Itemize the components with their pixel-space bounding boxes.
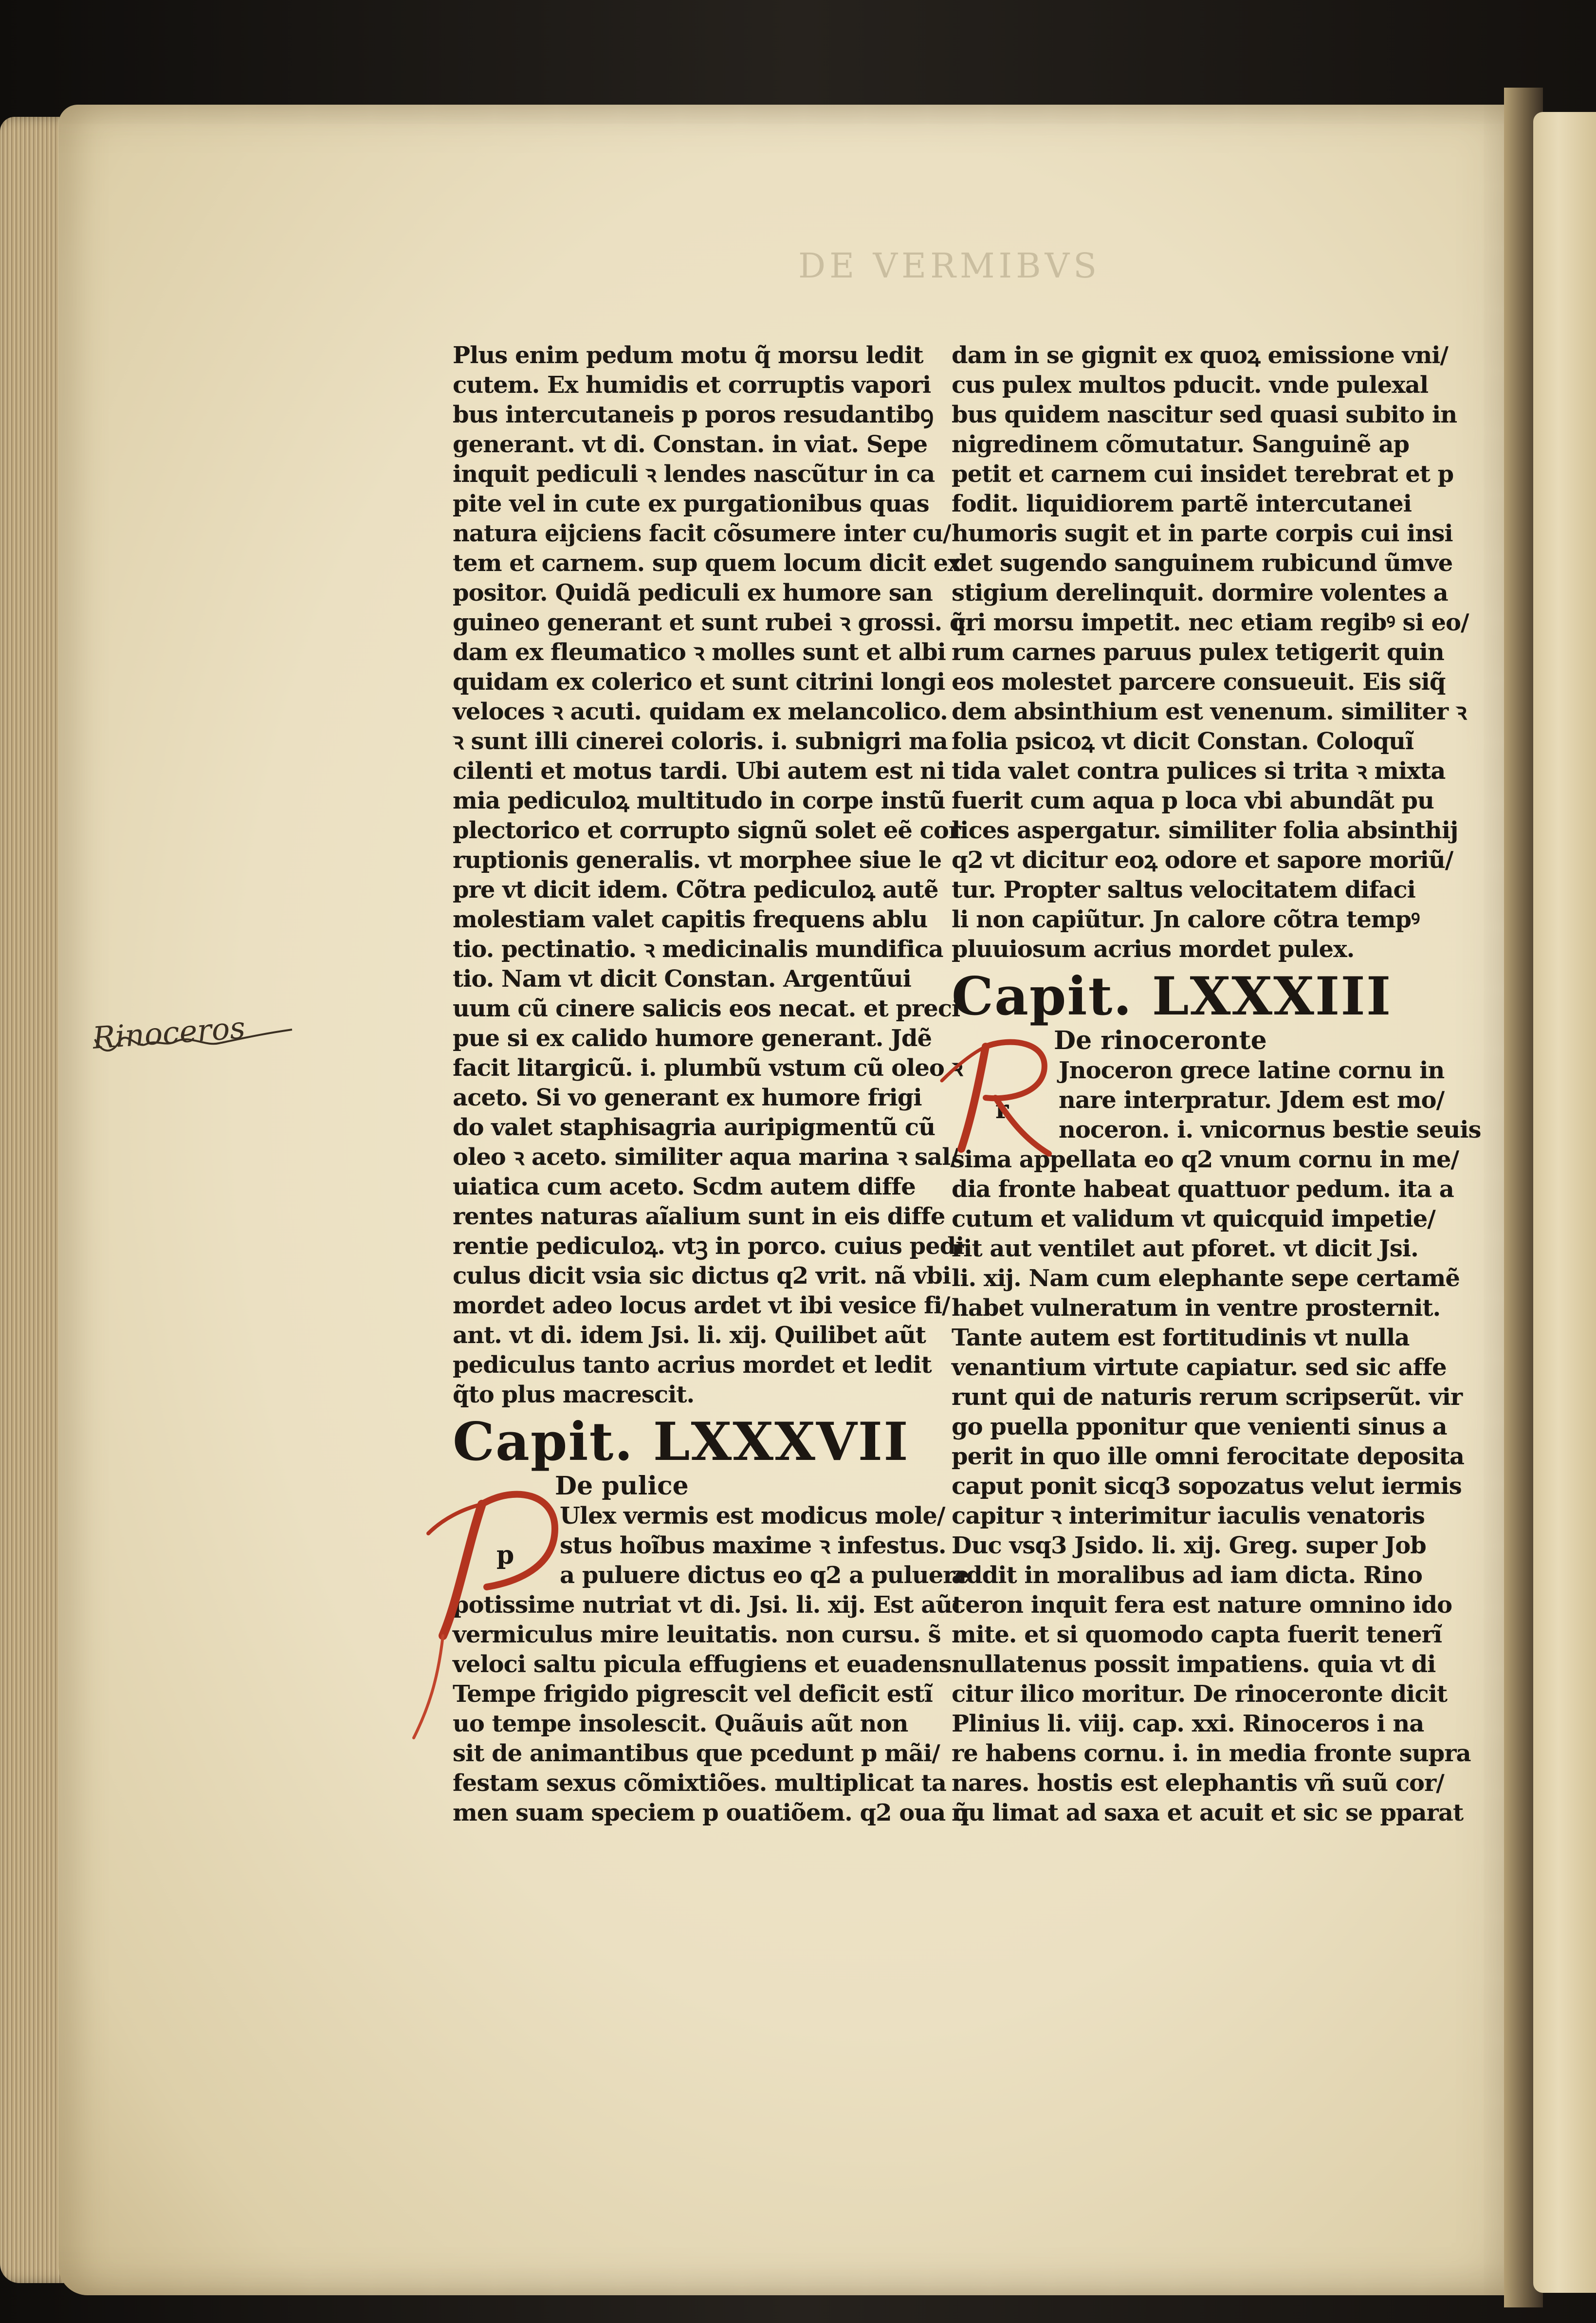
text-line: rentes naturas aĩalium sunt in eis diffe: [453, 1203, 945, 1230]
text-line: li non capiũtur. Jn calore cõtra tempꝰ: [952, 906, 1420, 933]
text-line: cutum et validum vt quicquid impetie/: [952, 1205, 1435, 1233]
text-line: rit aut ventilet aut pforet. vt dicit Jsi.: [952, 1235, 1418, 1262]
text-line: tida valet contra pulices si trita ꝛ mixta: [952, 757, 1446, 785]
text-line: cus pulex multos pducit. vnde pulexal: [952, 371, 1429, 399]
text-line: facit litargicũ. i. plumbũ vstum cũ oleo ꝛ: [453, 1054, 963, 1082]
text-line: mordet adeo locus ardet vt ibi vesice fi/: [453, 1292, 950, 1319]
text-line: stus hoĩbus maxime ꝛ infestus.: [560, 1532, 946, 1559]
text-line: nu limat ad saxa et acuit et sic se pparat: [952, 1799, 1464, 1826]
text-line: plectorico et corrupto signũ solet eẽ cor: [453, 817, 961, 844]
red-initial-p: [409, 1475, 565, 1748]
text-line: tem et carnem. sup quem locum dicit ex: [453, 550, 961, 577]
text-line: generant. vt di. Constan. in viat. Sepe: [453, 431, 928, 458]
text-line: pediculus tanto acrius mordet et ledit: [453, 1351, 932, 1379]
chapter-subtitle: De rinoceronte: [1054, 1026, 1267, 1055]
right-text-block-lower: [952, 1145, 1471, 1828]
text-line: rentie pediculoꝝ. vtꝫ in porco. cuius pedi: [453, 1233, 964, 1260]
text-line: Ulex vermis est modicus mole/: [560, 1502, 945, 1530]
text-line: cri morsu impetit. nec etiam regibꝰ si eo/: [952, 609, 1469, 636]
text-line: humoris sugit et in parte corpis cui insi: [952, 520, 1453, 547]
text-line: ruptionis generalis. vt morphee siue le: [453, 847, 942, 874]
text-line: sima appellata eo q2 vnum cornu in me/: [952, 1146, 1459, 1173]
text-line: Plinius li. viij. cap. xxi. Rinoceros i na: [952, 1710, 1424, 1737]
text-line: det sugendo sanguinem rubicund ũmve: [952, 550, 1453, 577]
text-line: cilenti et motus tardi. Ubi autem est ni: [453, 757, 945, 785]
text-line: venantium virtute capiatur. sed sic affe: [952, 1354, 1447, 1381]
text-line: do valet staphisagria auripigmentũ cũ: [453, 1114, 935, 1141]
text-line: cutem. Ex humidis et corruptis vapori: [453, 371, 931, 399]
text-line: Tante autem est fortitudinis vt nulla: [952, 1324, 1410, 1351]
text-line: veloci saltu picula effugiens et euadens.: [453, 1651, 959, 1678]
text-line: men suam speciem p ouatiõem. q2 oua q̃: [453, 1799, 969, 1826]
text-line: tio. pectinatio. ꝛ medicinalis mundifica: [453, 936, 943, 963]
text-line: nullatenus possit impatiens. quia vt di: [952, 1651, 1436, 1678]
text-line: Tempe frigido pigrescit vel deficit estĩ: [453, 1680, 933, 1708]
text-line: veloces ꝛ acuti. quidam ex melancolico.: [453, 698, 948, 725]
text-line: folia psicoꝝ vt dicit Constan. Coloquĩ: [952, 728, 1414, 755]
faint-running-head: DE VERMIBVS: [798, 246, 1101, 286]
text-line: rum carnes paruus pulex tetigerit quin: [952, 639, 1444, 666]
text-line: ant. vt di. idem Jsi. li. xij. Quilibet aũt: [453, 1322, 926, 1349]
text-line: capitur ꝛ interimitur iaculis venatoris: [952, 1502, 1425, 1530]
text-line: quidam ex colerico et sunt citrini longi: [453, 668, 945, 696]
marginal-note: Rinoceros: [91, 1010, 247, 1056]
text-line: addit in moralibus ad iam dicta. Rino: [952, 1562, 1423, 1589]
text-line: molestiam valet capitis frequens ablu: [453, 906, 928, 933]
text-line: perit in quo ille omni ferocitate deposita: [952, 1443, 1464, 1470]
text-line: go puella pponitur que venienti sinus a: [952, 1413, 1447, 1440]
text-line: festam sexus cõmixtiões. multiplicat ta: [453, 1770, 946, 1797]
text-line: q̃to plus macrescit.: [453, 1381, 695, 1408]
left-text-block: [453, 341, 966, 1410]
text-line: habet vulneratum in ventre prosternit.: [952, 1294, 1441, 1322]
text-line: fodit. liquidiorem partẽ intercutanei: [952, 490, 1412, 517]
text-line: q2 vt dicitur eoꝝ odore et sapore moriũ/: [952, 847, 1453, 874]
text-line: ꝛ sunt illi cinerei coloris. i. subnigri ma: [453, 728, 948, 755]
text-line: lices aspergatur. similiter folia absinthij: [952, 817, 1458, 844]
text-line: inquit pediculi ꝛ lendes nascũtur in ca: [453, 461, 935, 488]
text-line: dem absinthium est venenum. similiter ꝛ: [952, 698, 1467, 725]
text-line: uo tempe insolescit. Quãuis aũt non: [453, 1710, 908, 1737]
text-line: fuerit cum aqua p loca vbi abundãt pu: [952, 787, 1434, 814]
text-line: dam in se gignit ex quoꝝ emissione vni/: [952, 342, 1449, 369]
text-line: guineo generant et sunt rubei ꝛ grossi. q̃: [453, 609, 966, 636]
text-line: culus dicit vsia sic dictus q2 vrit. nã vbi: [453, 1262, 951, 1290]
guide-letter: r: [995, 1095, 1009, 1125]
text-line: mia pediculoꝝ multitudo in corpe instũ: [453, 787, 945, 814]
text-line: uiatica cum aceto. Scdm autem diffe: [453, 1173, 916, 1200]
text-line: nares. hostis est elephantis vñ suũ cor/: [952, 1770, 1444, 1797]
text-line: pre vt dicit idem. Cõtra pediculoꝝ autẽ: [453, 876, 938, 903]
text-line: re habens cornu. i. in media fronte supra: [952, 1740, 1471, 1767]
text-line: a puluere dictus eo q2 a puluere: [560, 1562, 970, 1589]
text-line: bus intercutaneis p poros resudantibꝯ: [453, 401, 934, 428]
text-line: dam ex fleumatico ꝛ molles sunt et albi: [453, 639, 946, 666]
text-line: pluuiosum acrius mordet pulex.: [952, 936, 1355, 963]
text-line: Duc vsq3 Jsido. li. xij. Greg. super Job: [952, 1532, 1426, 1559]
chapter-heading: Capit. LXXXVII: [453, 1411, 909, 1473]
text-line: stigium derelinquit. dormire volentes a: [952, 579, 1448, 607]
text-line: Plus enim pedum motu q̃ morsu ledit: [453, 342, 923, 369]
text-line: tur. Propter saltus velocitatem difaci: [952, 876, 1415, 903]
text-line: runt qui de naturis rerum scripserũt. vir: [952, 1383, 1463, 1411]
text-line: caput ponit sicq3 sopozatus velut iermis: [952, 1473, 1462, 1500]
right-text-block: [952, 341, 1469, 964]
text-line: citur ilico moritur. De rinoceronte dicit: [952, 1680, 1448, 1708]
text-line: petit et carnem cui insidet terebrat et p: [952, 461, 1454, 488]
text-line: li. xij. Nam cum elephante sepe certamẽ: [952, 1265, 1460, 1292]
text-line: aceto. Si vo generant ex humore frigi: [453, 1084, 922, 1111]
text-line: positor. Quidã pediculi ex humore san: [453, 579, 933, 607]
text-line: nare interpratur. Jdem est mo/: [1059, 1087, 1445, 1114]
text-line: mite. et si quomodo capta fuerit tenerĩ: [952, 1621, 1442, 1648]
text-line: eos molestet parcere consueuit. Eis siq̃: [952, 668, 1446, 696]
text-line: tio. Nam vt dicit Constan. Argentũui: [453, 965, 911, 993]
text-line: bus quidem nascitur sed quasi subito in: [952, 401, 1457, 428]
chapter-heading: Capit. LXXXIII: [952, 966, 1392, 1027]
guide-letter: p: [496, 1540, 514, 1570]
text-line: Jnoceron grece latine cornu in: [1059, 1057, 1445, 1084]
red-initial-r: [932, 1037, 1059, 1163]
text-line: natura eijciens facit cõsumere inter cu/: [453, 520, 951, 547]
text-line: uum cũ cinere salicis eos necat. et preci: [453, 995, 960, 1022]
facing-page-edge: [1533, 112, 1596, 2293]
text-line: potissime nutriat vt di. Jsi. li. xij. Est aũt: [453, 1591, 963, 1619]
margin-flourish: [92, 1020, 297, 1064]
text-line: noceron. i. vnicornus bestie seuis: [1059, 1116, 1481, 1143]
text-line: dia fronte habeat quattuor pedum. ita a: [952, 1176, 1454, 1203]
text-line: sit de animantibus que pcedunt p mãi/: [453, 1740, 940, 1767]
text-line: vermiculus mire leuitatis. non cursu. s̃: [453, 1621, 941, 1648]
text-line: oleo ꝛ aceto. similiter aqua marina ꝛ sal/: [453, 1143, 958, 1171]
text-line: pite vel in cute ex purgationibus quas: [453, 490, 929, 517]
text-line: nigredinem cõmutatur. Sanguinẽ ap: [952, 431, 1410, 458]
text-line: pue si ex calido humore generant. Jdẽ: [453, 1025, 932, 1052]
text-line: ceron inquit fera est nature omnino ido: [952, 1591, 1452, 1619]
chapter-subtitle: De pulice: [555, 1471, 689, 1501]
